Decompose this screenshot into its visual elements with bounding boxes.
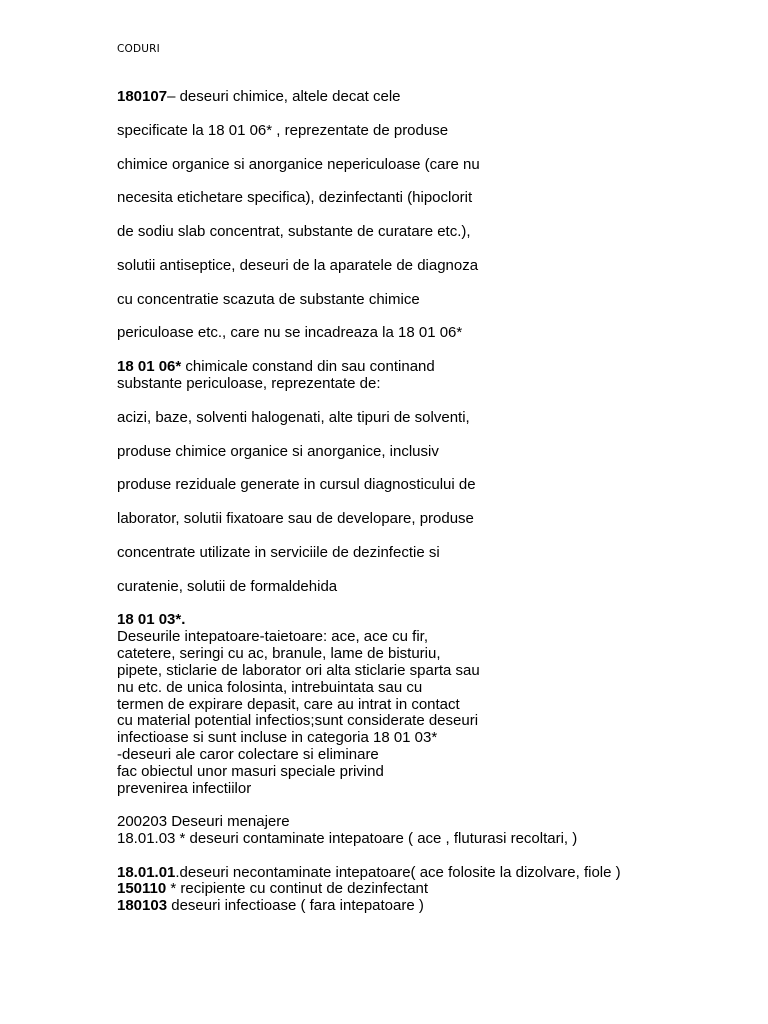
text-line [117, 645, 441, 662]
text-line [117, 780, 251, 797]
line-text: catetere, seringi cu ac, branule, lame de bisturiu, [117, 645, 441, 662]
text-line [117, 746, 379, 763]
text-line [117, 830, 577, 847]
text-line [117, 189, 472, 206]
text-line [117, 662, 480, 679]
waste-code: 180107 [117, 88, 168, 105]
line-text: * recipiente cu continut de dezinfectant [166, 880, 429, 897]
text-line [117, 223, 471, 240]
text-line [117, 763, 384, 780]
line-text: 18.01.03 * deseuri contaminate intepatoare ( ace , fluturasi recoltari, ) [117, 830, 578, 847]
line-text: concentrate utilizate in serviciile de dezinfectie si [117, 544, 440, 561]
text-line [117, 443, 439, 460]
line-text: specificate la 18 01 06* , reprezentate de produse [117, 122, 449, 139]
line-text: deseuri infectioase ( fara intepatoare ) [167, 897, 424, 914]
line-text: laborator, solutii fixatoare sau de developare, produse [117, 510, 474, 527]
line-text: infectioase si sunt incluse in categoria 18 01 03* [117, 729, 438, 746]
line-text: produse reziduale generate in cursul diagnosticului de [117, 476, 476, 493]
line-text: de sodiu slab concentrat, substante de curatare etc.), [117, 223, 471, 240]
line-text: periculoase etc., care nu se incadreaza la 18 01 06* [117, 324, 463, 341]
waste-code: 18.01.01 [117, 864, 176, 881]
text-line [117, 611, 185, 628]
line-text: chimice organice si anorganice nepericuloase (care nu [117, 156, 480, 173]
line-text: nu etc. de unica folosinta, intrebuintata sau cu [117, 679, 423, 696]
text-line [117, 510, 474, 527]
line-text: substante periculoase, reprezentate de: [117, 375, 381, 392]
line-text: termen de expirare depasit, care au intrat in contact [117, 696, 460, 713]
text-line [117, 156, 480, 173]
page-header: CODURI [117, 43, 160, 55]
line-text: acizi, baze, solventi halogenati, alte tipuri de solventi, [117, 409, 470, 426]
text-line [117, 358, 435, 375]
waste-code: 180103 [117, 897, 168, 914]
text-line [117, 712, 478, 729]
text-line [117, 544, 440, 561]
line-text: 200203 Deseuri menajere [117, 813, 290, 830]
line-text: -deseuri ale caror colectare si eliminare [117, 746, 379, 763]
line-text: produse chimice organice si anorganice, inclusiv [117, 443, 439, 460]
text-line [117, 628, 428, 645]
line-text: pipete, sticlarie de laborator ori alta sticlarie sparta sau [117, 662, 480, 679]
text-line [117, 476, 476, 493]
text-line [117, 578, 337, 595]
text-line [117, 729, 437, 746]
line-text: chimicale constand din sau continand [181, 358, 435, 375]
waste-code: 18 01 03*. [117, 611, 186, 628]
text-line [117, 324, 462, 341]
text-line [117, 880, 428, 897]
text-line [117, 88, 401, 105]
line-text: necesita etichetare specifica), dezinfectanti (hipoclorit [117, 189, 473, 206]
line-text: .deseuri necontaminate intepatoare( ace folosite la dizolvare, fiole ) [175, 864, 621, 881]
line-text: solutii antiseptice, deseuri de la aparatele de diagnoza [117, 257, 479, 274]
text-line [117, 409, 470, 426]
line-text: curatenie, solutii de formaldehida [117, 578, 338, 595]
text-line [117, 679, 422, 696]
text-line [117, 897, 424, 914]
text-line [117, 122, 448, 139]
line-text: fac obiectul unor masuri speciale privind [117, 763, 384, 780]
waste-code: 150110 [117, 880, 167, 897]
line-text: Deseurile intepatoare-taietoare: ace, ace cu fir, [117, 628, 429, 645]
line-text: prevenirea infectiilor [117, 780, 252, 797]
line-text: – deseuri chimice, altele decat cele [167, 88, 401, 105]
text-line [117, 375, 381, 392]
text-line [117, 696, 460, 713]
waste-code: 18 01 06* [117, 358, 182, 375]
text-line [117, 291, 420, 308]
text-line [117, 864, 621, 881]
text-line [117, 813, 290, 830]
line-text: cu concentratie scazuta de substante chimice [117, 291, 420, 308]
text-line [117, 257, 478, 274]
line-text: cu material potential infectios;sunt considerate deseuri [117, 712, 479, 729]
